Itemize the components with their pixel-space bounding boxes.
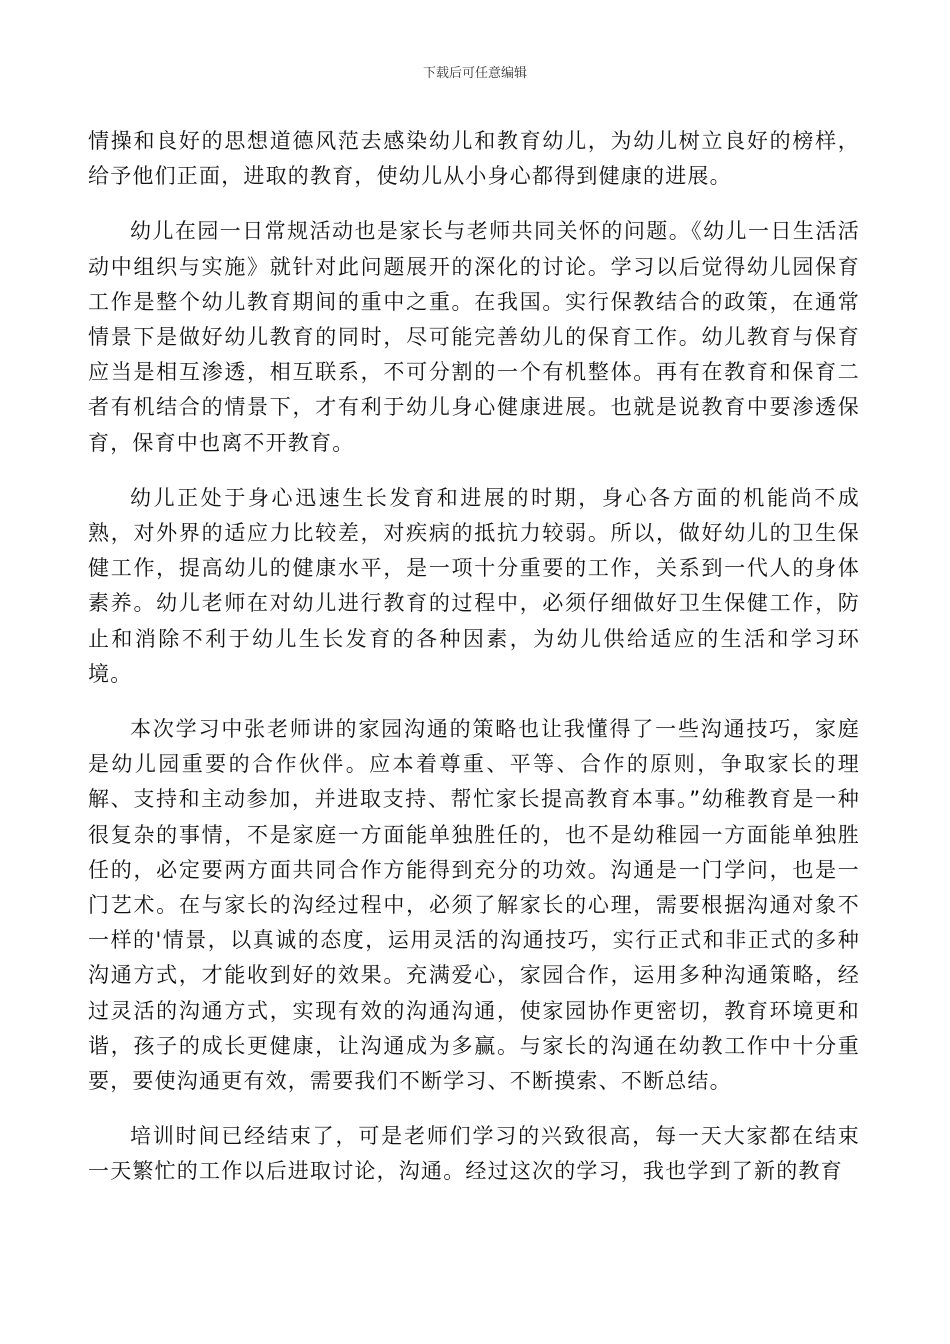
- paragraph-5: 培训时间已经结束了，可是老师们学习的兴致很高，每一天大家都在结束一天繁忙的工作以后进取讨论，沟通。经过这次的学习，我也学到了新的教育: [88, 1124, 860, 1184]
- paragraph-1: 情操和良好的思想道德风范去感染幼儿和教育幼儿，为幼儿树立良好的榜样，给予他们正面，进取的教育，使幼儿从小身心都得到健康的进展。: [88, 129, 860, 189]
- paragraph-3: 幼儿正处于身心迅速生长发育和进展的时期，身心各方面的机能尚不成熟，对外界的适应力比较差，对疾病的抵抗力较弱。所以，做好幼儿的卫生保健工作，提高幼儿的健康水平，是一项十分重要的工作，关系到一代人的身体素养。幼儿老师在对幼儿进行教育的过程中，必须仔细做好卫生保健工作，防止和消除不利于幼儿生长发育的各种因素，为幼儿供给适应的生活和学习环境。: [88, 485, 860, 686]
- paragraph-2: 幼儿在园一日常规活动也是家长与老师共同关怀的问题。《幼儿一日生活活动中组织与实施》就针对此问题展开的深化的讨论。学习以后觉得幼儿园保育工作是整个幼儿教育期间的重中之重。在我国。实行保教结合的政策，在通常情景下是做好幼儿教育的同时，尽可能完善幼儿的保育工作。幼儿教育与保育应当是相互渗透，相互联系，不可分割的一个有机整体。再有在教育和保育二者有机结合的情景下，才有利于幼儿身心健康进展。也就是说教育中要渗透保育，保育中也离不开教育。: [88, 219, 860, 455]
- document-body: [88, 124, 860, 1190]
- page-header: 下载后可任意编辑: [422, 66, 527, 81]
- paragraph-4: 本次学习中张老师讲的家园沟通的策略也让我懂得了一些沟通技巧，家庭是幼儿园重要的合作伙伴。应本着尊重、平等、合作的原则，争取家长的理解、支持和主动参加，并进取支持、帮忙家长提高教育本事。”幼稚教育是一种很复杂的事情，不是家庭一方面能单独胜任的，也不是幼稚园一方面能单独胜任的，必定要两方面共同合作方能得到充分的功效。沟通是一门学问，也是一门艺术。在与家长的沟经过程中，必须了解家长的心理，需要根据沟通对象不一样的'情景，以真诚的态度，运用灵活的沟通技巧，实行正式和非正式的多种沟通方式，才能收到好的效果。充满爱心，家园合作，运用多种沟通策略，经过灵活的沟通方式，实现有效的沟通沟通，使家园协作更密切，教育环境更和谐，孩子的成长更健康，让沟通成为多赢。与家长的沟通在幼教工作中十分重要，要使沟通更有效，需要我们不断学习、不断摸索、不断总结。: [88, 717, 860, 1094]
